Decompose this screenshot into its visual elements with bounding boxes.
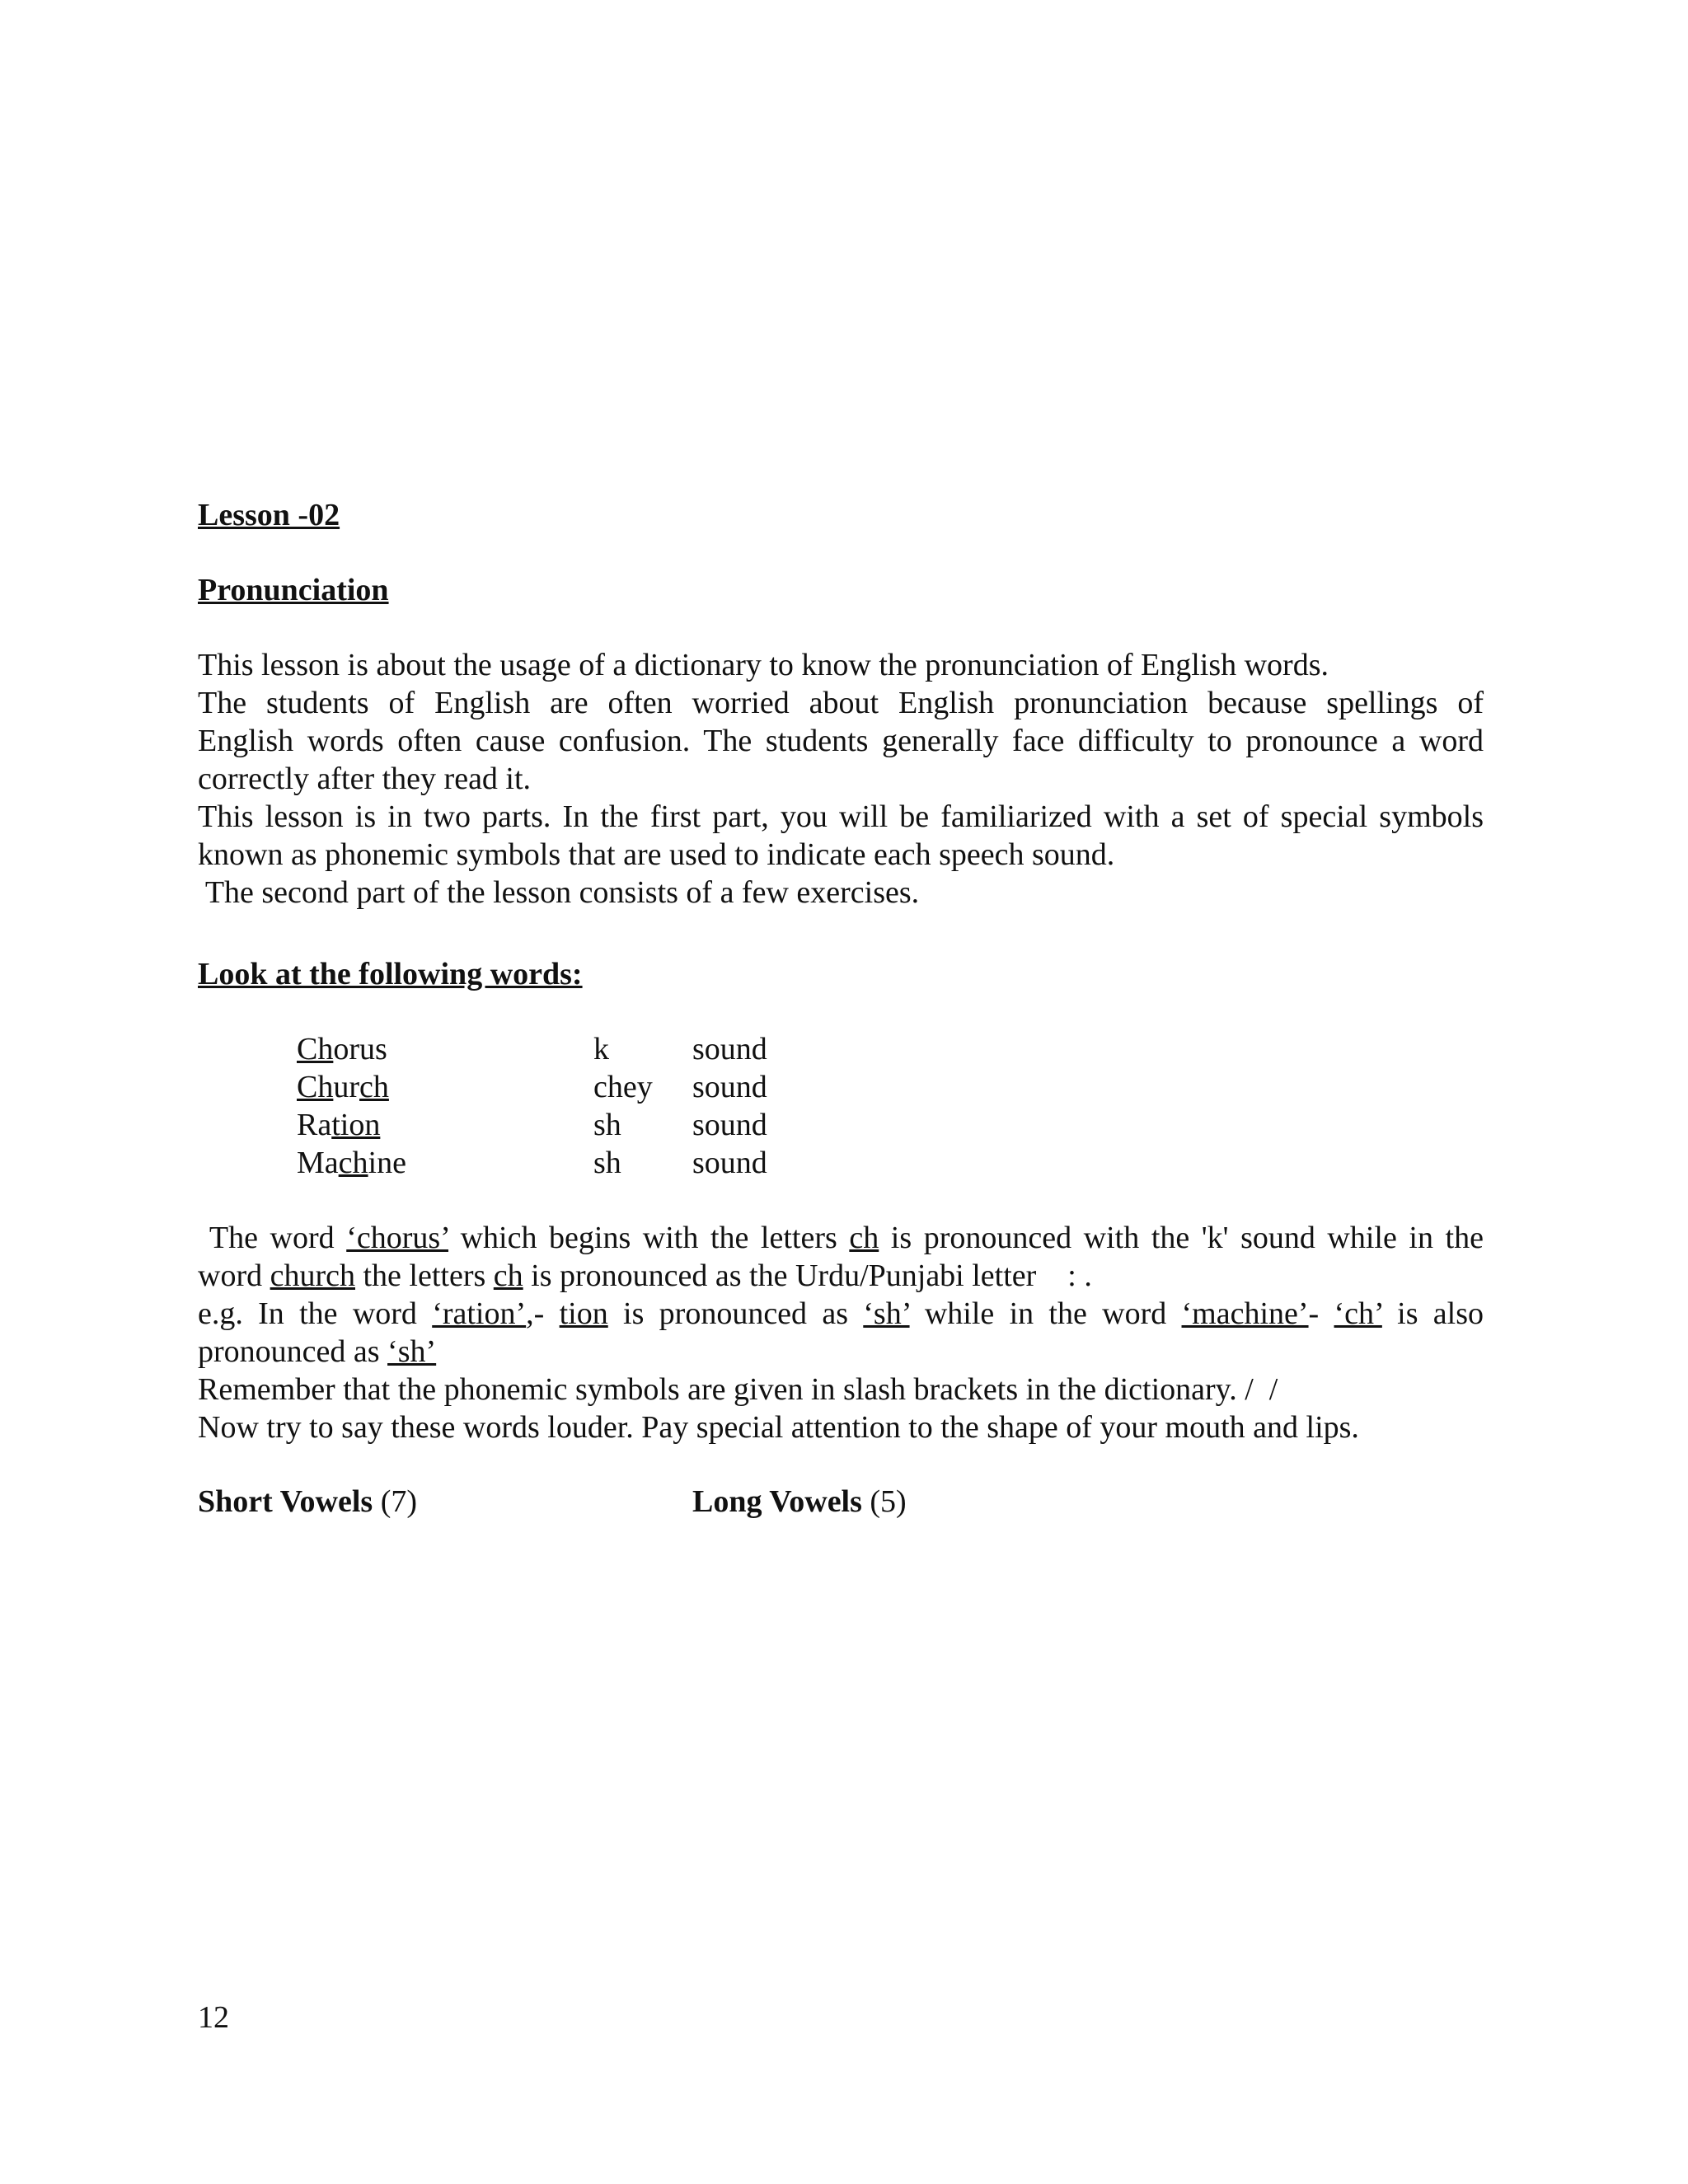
word-sound: sound <box>692 1108 767 1142</box>
explanation-line: Remember that the phonemic symbols are given in slash brackets in the dictionary. / / <box>198 1372 1278 1407</box>
lesson-title: Lesson -02 <box>198 498 340 532</box>
words-heading: Look at the following words: <box>198 957 583 991</box>
word-symbol: k <box>593 1032 609 1066</box>
word-sound: sound <box>692 1032 767 1066</box>
explanation-line: Now try to say these words louder. Pay special attention to the shape of your mouth and lips. <box>198 1410 1359 1445</box>
word: Chorus <box>297 1032 387 1066</box>
long-vowels-label: Long Vowels (5) <box>692 1484 907 1519</box>
explanation-line: The word ‘chorus’ which begins with the letters ch is pronounced with the 'k' sound while in the <box>198 1221 1484 1255</box>
intro-line: known as phonemic symbols that are used to indicate each speech sound. <box>198 837 1115 872</box>
explanation-line: e.g. In the word ‘ration’,- tion is pronounced as ‘sh’ while in the word ‘machine’- ‘ch’ is also <box>198 1296 1484 1331</box>
word-symbol: sh <box>593 1146 621 1180</box>
intro-line: This lesson is in two parts. In the first part, you will be familiarized with a set of special symbols <box>198 799 1484 834</box>
word: Church <box>297 1070 389 1104</box>
vowels-row <box>198 1483 1484 1521</box>
intro-line: correctly after they read it. <box>198 762 532 796</box>
word: Machine <box>297 1146 406 1180</box>
short-vowels-label: Short Vowels (7) <box>198 1484 418 1519</box>
intro-line: English words often cause confusion. The students generally face difficulty to pronounce a word <box>198 724 1484 758</box>
word-row <box>297 1144 874 1182</box>
intro-paragraph <box>198 646 1484 912</box>
page-number: 12 <box>198 2000 229 2035</box>
word-list <box>297 1030 874 1182</box>
word-symbol: chey <box>593 1070 653 1104</box>
word-row <box>297 1106 874 1144</box>
section-title: Pronunciation <box>198 573 389 607</box>
explanation-line: pronounced as ‘sh’ <box>198 1334 437 1369</box>
explanation-line: word church the letters ch is pronounced as the Urdu/Punjabi letter : . <box>198 1258 1092 1293</box>
intro-line: The students of English are often worried about English pronunciation because spellings of <box>198 686 1484 720</box>
explanation-paragraph <box>198 1219 1484 1446</box>
word-symbol: sh <box>593 1108 621 1142</box>
intro-line: The second part of the lesson consists of a few exercises. <box>198 875 920 910</box>
word-sound: sound <box>692 1146 767 1180</box>
word-row <box>297 1030 874 1068</box>
word-row <box>297 1068 874 1106</box>
word-sound: sound <box>692 1070 767 1104</box>
word: Ration <box>297 1108 381 1142</box>
intro-line: This lesson is about the usage of a dictionary to know the pronunciation of English words. <box>198 648 1329 682</box>
